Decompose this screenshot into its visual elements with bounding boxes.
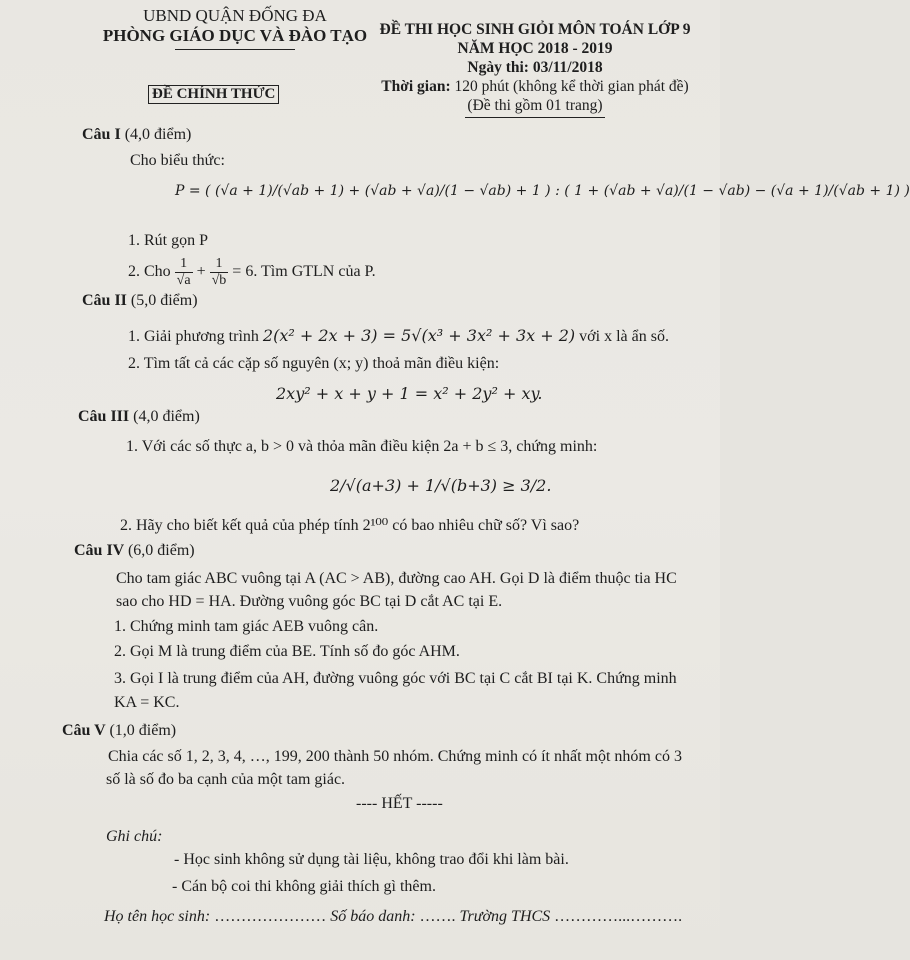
candidate-number-field: ……. — [419, 908, 456, 925]
q1-formula: P = ( (√a + 1)/(√ab + 1) + (√ab + √a)/(1 − √ab) + 1 ) : ( 1 + (√ab + √a)/(1 − √ab) − (√a + 1)/(√ab + 1) ) — [175, 183, 910, 199]
q4-intro2: sao cho HD = HA. Đường vuông góc BC tại D cắt AC tại E. — [116, 593, 503, 610]
notes-line2: - Cán bộ coi thi không giải thích gì thêm. — [172, 878, 436, 895]
q1-item2: 2. Cho $\frac{1}{√a}$ + $\frac{1}{√b}$ = 6. Tìm GTLN của P. — [128, 256, 376, 288]
q2-item2-formula: 2xy² + x + y + 1 = x² + 2y² + xy. — [276, 384, 543, 403]
q5-text1: Chia các số 1, 2, 3, 4, …, 199, 200 thành 50 nhóm. Chứng minh có ít nhất một nhóm có 3 — [108, 748, 682, 765]
header-right-rule — [465, 117, 605, 118]
q3-heading: Câu III (4,0 điểm) — [78, 408, 200, 425]
exam-date: Ngày thi: 03/11/2018 — [467, 59, 603, 76]
exam-title: ĐỀ THI HỌC SINH GIỎI MÔN TOÁN LỚP 9 — [379, 21, 691, 38]
header-left — [100, 6, 370, 50]
q3-item1: 1. Với các số thực a, b > 0 và thỏa mãn điều kiện 2a + b ≤ 3, chứng minh: — [126, 438, 598, 455]
q2-item2: 2. Tìm tất cả các cặp số nguyên (x; y) thoả mãn điều kiện: — [128, 355, 500, 372]
q1-heading: Câu I (4,0 điểm) — [82, 126, 192, 143]
district-name: UBND QUẬN ĐỐNG ĐA — [143, 6, 327, 25]
notes-label: Ghi chú: — [106, 828, 163, 845]
q4-item3b: KA = KC. — [114, 694, 180, 711]
q4-item2: 2. Gọi M là trung điểm của BE. Tính số đo góc AHM. — [114, 643, 460, 660]
q3-item1-formula: 2/√(a+3) + 1/√(b+3) ≥ 3/2. — [330, 476, 552, 495]
header-right — [355, 20, 715, 118]
notes-line1: - Học sinh không sử dụng tài liệu, không trao đổi khi làm bài. — [174, 851, 569, 868]
end-marker: ---- HẾT ----- — [356, 795, 443, 812]
school-label: Trường THCS — [459, 908, 551, 925]
q4-item3a: 3. Gọi I là trung điểm của AH, đường vuông góc với BC tại C cắt BI tại K. Chứng minh — [114, 670, 677, 687]
footer-info — [104, 908, 682, 926]
q4-heading: Câu IV (6,0 điểm) — [74, 542, 195, 559]
q1-intro: Cho biểu thức: — [130, 152, 225, 169]
q5-heading: Câu V (1,0 điểm) — [62, 722, 177, 739]
q4-item1: 1. Chứng minh tam giác AEB vuông cân. — [114, 618, 379, 635]
frac-1-over-sqrt-b: $\frac{1}{√b}$ — [211, 256, 227, 288]
frac-1-over-sqrt-a: $\frac{1}{√a}$ — [176, 256, 191, 288]
q1-item1: 1. Rút gọn P — [128, 232, 209, 249]
candidate-number-label: Số báo danh: — [330, 908, 416, 925]
header-left-rule — [175, 49, 295, 50]
page-count: (Đề thi gồm 01 trang) — [467, 97, 603, 114]
q4-intro1: Cho tam giác ABC vuông tại A (AC > AB), đường cao AH. Gọi D là điểm thuộc tia HC — [116, 570, 677, 587]
exam-duration: Thời gian: 120 phút (không kể thời gian phát đề) — [381, 78, 689, 95]
student-name-label: Họ tên học sinh: — [104, 908, 211, 925]
student-name-field: ………………… — [214, 908, 327, 925]
school-year: NĂM HỌC 2018 - 2019 — [457, 40, 613, 57]
q3-item2: 2. Hãy cho biết kết quả của phép tính 2¹⁰⁰ có bao nhiêu chữ số? Vì sao? — [120, 517, 580, 534]
q2-heading: Câu II (5,0 điểm) — [82, 292, 198, 309]
q2-item1: 1. Giải phương trình 2(x² + 2x + 3) = 5√(x³ + 3x² + 3x + 2) với x là ẩn số. — [128, 326, 669, 345]
q5-text2: số là số đo ba cạnh của một tam giác. — [106, 771, 346, 788]
school-field: …………...………. — [554, 908, 683, 925]
department-name: PHÒNG GIÁO DỤC VÀ ĐÀO TẠO — [102, 26, 368, 45]
official-stamp: ĐỀ CHÍNH THỨC — [148, 85, 279, 104]
